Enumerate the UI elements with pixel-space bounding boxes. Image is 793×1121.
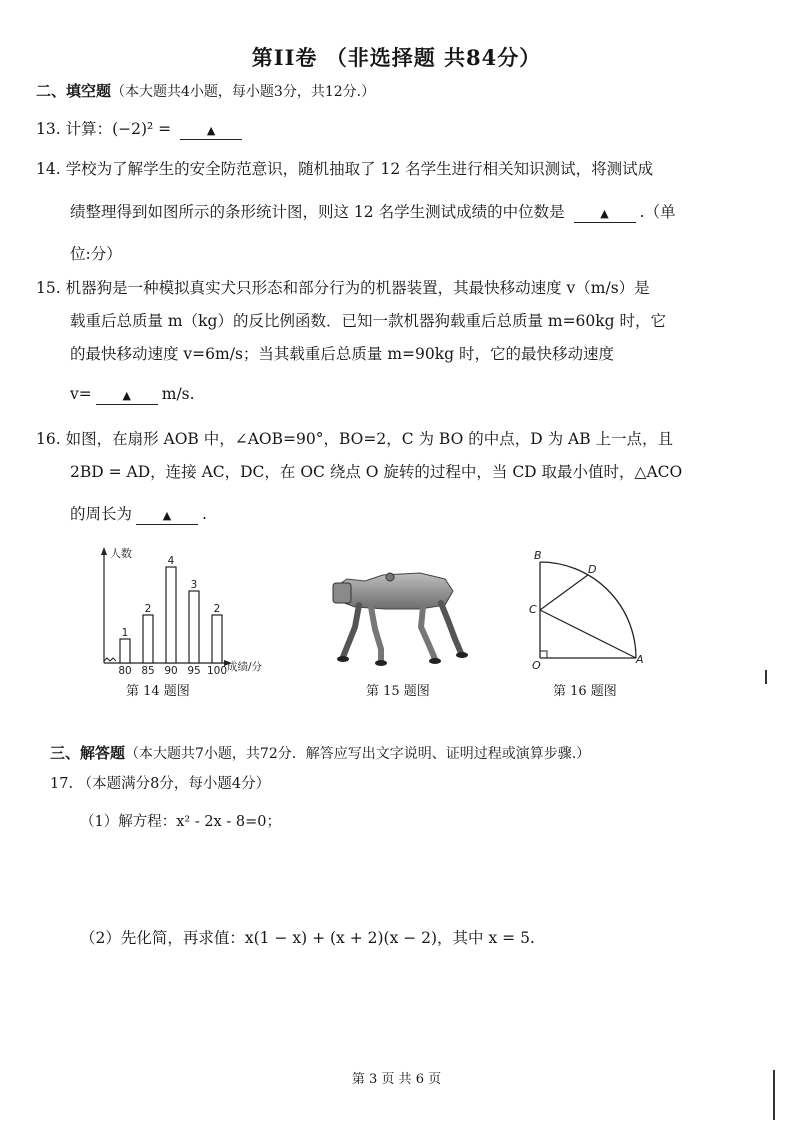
x-tick-label-95: 95 [187,665,201,675]
x-tick-label-90: 90 [164,665,178,675]
question-17-number: 17. [50,776,74,792]
bar-value-label-85: 2 [144,603,152,615]
question-16-answer-blank[interactable] [136,506,198,525]
figure-16-sector-diagram [520,545,660,675]
question-13-number: 13. [36,120,61,138]
robot-front-leg-right-icon [371,607,381,661]
question-14-text-3: 位:分） [70,245,122,263]
robot-front-leg-left-icon [343,605,359,657]
bar-85 [143,615,153,663]
figure-16-caption: 第 16 题图 [553,684,617,699]
question-15-text-4-pre: v= [70,385,92,403]
question-14-line-1 [36,157,653,179]
section-fill-blank-heading [36,80,375,101]
bar-value-label-100: 2 [213,603,221,615]
section-answer-heading [50,742,590,763]
question-13-text: 计算：(−2)² = [65,120,172,138]
question-14-text-2-end: .（单 [639,203,676,221]
axis-break-mark [104,658,116,661]
question-13 [36,117,246,140]
section-answer-note: （本大题共7小题，共72分．解答应写出文字说明、证明过程或演算步骤.） [125,746,591,762]
section-fill-blank-note: （本大题共4小题，每小题3分，共12分.） [111,84,376,100]
point-c-label: C [529,603,537,616]
triangle-mark-icon: ▲ [162,509,172,522]
tick-labels-group [118,665,227,675]
question-16-text-3: 的周长为 [70,505,133,523]
question-16-line-3: 的周长为 ▲ . [70,505,207,523]
robot-foot-icon [456,652,468,658]
question-14-answer-blank[interactable] [574,204,636,223]
arc-ab [540,562,636,658]
robot-foot-icon [337,656,349,662]
bars-group [120,555,222,663]
point-b-label: B [534,549,542,562]
y-axis-label: 人数 [110,547,132,560]
question-13-answer-blank[interactable] [180,121,242,140]
question-17-header [50,772,270,793]
triangle-mark-icon: ▲ [600,207,609,220]
question-15-line-1 [36,276,650,298]
bar-100 [212,615,222,663]
question-15-number: 15. [36,279,61,297]
figure-14-bar-chart [90,545,290,675]
question-16-text-2: 2BD = AD，连接 AC，DC，在 OC 绕点 O 旋转的过程中，当 CD 取最小值时，△ACO [70,463,683,481]
x-tick-label-80: 80 [118,665,132,675]
scan-margin-mark [765,670,767,684]
question-16-line-1 [36,427,673,449]
question-15-text-3: 的最快移动速度 v=6m/s；当其载重后总质量 m=90kg 时，它的最快移动速度 [70,345,614,363]
point-a-label: A [636,653,644,666]
question-14-number: 14. [36,160,61,178]
bar-95 [189,591,199,663]
question-15-text-4-post: m/s. [161,385,195,403]
figure-15-caption: 第 15 题图 [366,684,430,699]
segment-cd [540,575,588,610]
robot-foot-icon [429,658,441,664]
y-axis-arrow [101,547,107,555]
question-15-text-1: 机器狗是一种模拟真实犬只形态和部分行为的机器装置，其最快移动速度 v（m/s）是 [65,279,650,297]
question-14-text-2: 绩整理得到如图所示的条形统计图，则这 12 名学生测试成绩的中位数是 [70,203,565,221]
triangle-mark-icon: ▲ [122,389,131,402]
triangle-mark-icon: ▲ [206,124,216,137]
bar-80 [120,639,130,663]
section-fill-blank-title: 二、填空题 [36,82,112,100]
bar-value-label-95: 3 [190,579,198,591]
x-tick-label-85: 85 [141,665,155,675]
bar-90 [166,567,176,663]
bar-value-label-80: 1 [121,627,129,639]
x-axis-label: 成绩/分 [227,661,263,673]
question-15-line-4 [70,385,195,405]
figure-14-caption: 第 14 题图 [126,684,190,699]
x-tick-label-100: 100 [206,665,228,675]
question-17-part-1: （1）解方程：x² - 2x - 8=0； [80,814,281,830]
robot-hind-leg-left-icon [421,607,435,659]
robot-hind-leg-right-icon [441,603,461,653]
question-16-number: 16. [36,430,61,448]
robot-head-icon [333,583,351,603]
question-16-text-1: 如图，在扇形 AOB 中，∠AOB=90°，BO=2，C 为 BO 的中点，D 为 AB 上一点，且 [65,430,674,448]
page-title: 第II卷 （非选择题 共84分） [251,45,542,70]
section-answer-title: 三、解答题 [50,744,126,762]
question-14-line-2 [70,200,675,223]
bar-value-label-90: 4 [167,555,175,567]
right-angle-mark [540,651,547,658]
question-15-text-2: 载重后总质量 m（kg）的反比例函数．已知一款机器狗载重后总质量 m=60kg 时，它 [70,312,667,330]
question-14-text-1: 学校为了解学生的安全防范意识，随机抽取了 12 名学生进行相关知识测试，将测试成 [65,160,654,178]
point-o-label: O [532,659,541,672]
figure-15-robot-dog-image [325,565,475,670]
question-15-answer-blank[interactable] [96,386,158,405]
point-d-label: D [588,563,597,576]
robot-sensor-icon [386,573,394,581]
page-number: 第 3 页 共 6 页 [351,1072,442,1087]
segment-ca [540,610,636,658]
question-17-intro: （本题满分8分，每小题4分） [77,776,271,792]
robot-foot-icon [375,660,387,666]
question-17-part-2: （2）先化简，再求值：x(1 − x) + (x + 2)(x − 2)，其中 x = 5. [80,929,535,947]
